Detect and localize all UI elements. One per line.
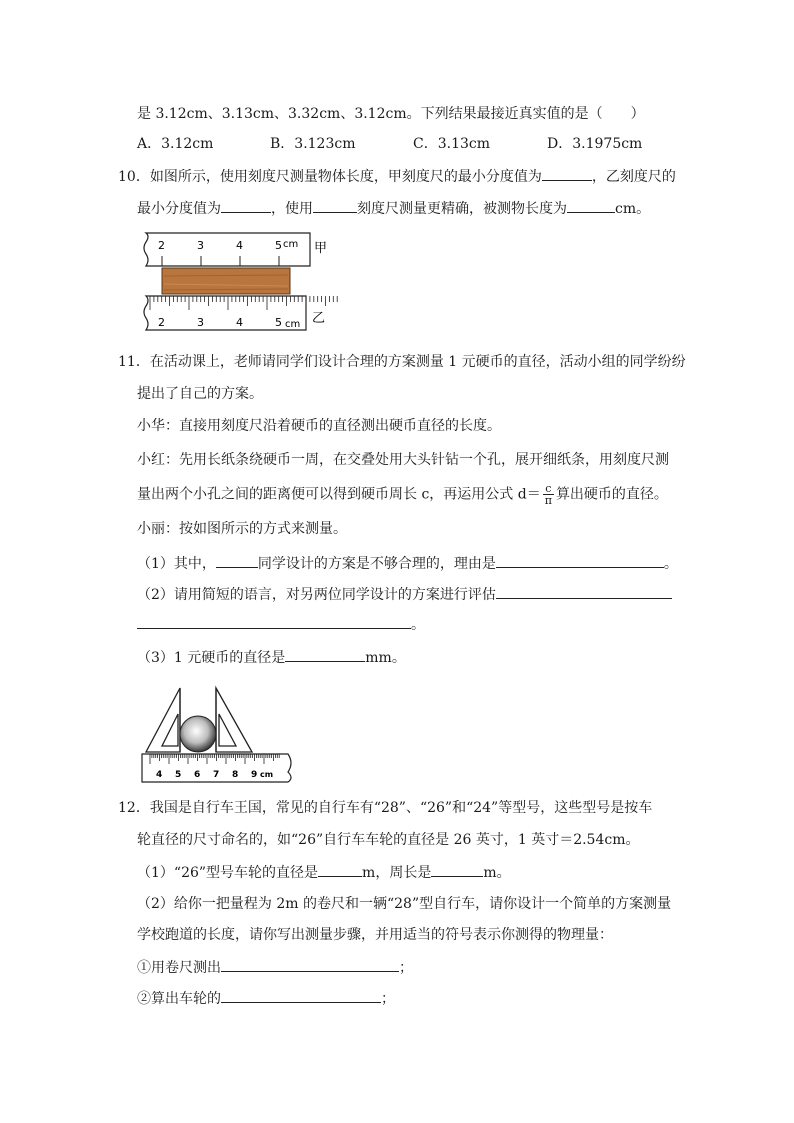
q10-line-2 (137, 198, 650, 219)
ruler-yi-unit: cm (285, 319, 301, 330)
q9-option-a[interactable] (137, 134, 213, 154)
option-key: B． (270, 136, 295, 152)
ruler-unit: cm (260, 770, 274, 779)
q12-text: m。 (483, 865, 511, 881)
answer-blank[interactable] (221, 988, 381, 1003)
q10-text: 最小分度值为 (137, 201, 221, 217)
q11-xiaohong-2 (137, 483, 668, 506)
q12-sub-2-line-2: 学校跑道的长度，请你写出测量步骤，并用适当的符号表示你测得的物理量： (137, 927, 613, 943)
q11-text: （1）其中， (137, 556, 216, 572)
coin (180, 716, 216, 752)
ruler-yi-tick-label: 2 (158, 316, 165, 329)
q11-xiaohua: 小华：直接用刻度尺沿着硬币的直径测出硬币直径的长度。 (137, 418, 501, 434)
fraction-numerator: c (543, 483, 554, 495)
answer-blank[interactable] (542, 166, 592, 181)
q11-sub-2-cont (137, 614, 425, 635)
q11-line-1 (118, 352, 686, 372)
ruler-tick-label: 7 (213, 770, 220, 780)
q9-option-d[interactable] (547, 134, 642, 154)
option-text: 3.13cm (437, 136, 491, 152)
q11-text: 。 (411, 617, 425, 633)
ruler-yi-label: 乙 (312, 311, 326, 326)
answer-blank[interactable] (221, 198, 271, 213)
ruler-tick-label: 6 (194, 770, 201, 780)
q12-sub-1 (137, 862, 511, 883)
ruler-tick-label: 9 (251, 770, 258, 780)
q12-text: 我国是自行车王国，常见的自行车有“28”、“26”和“24”等型号，这些型号是按车 (149, 800, 653, 816)
q11-text: （2）请用简短的语言，对另两位同学设计的方案进行评估 (137, 587, 496, 603)
answer-blank[interactable] (567, 198, 615, 213)
q12-sub-2-line-1: （2）给你一把量程为 2m 的卷尺和一辆“28”型自行车，请你设计一个简单的方案测量 (137, 896, 672, 912)
answer-blank[interactable] (221, 957, 399, 972)
q11-text: 在活动课上，老师请同学们设计合理的方案测量 1 元硬币的直径，活动小组的同学纷纷 (149, 354, 686, 370)
q12-line-1 (118, 798, 652, 818)
q11-sub-1 (137, 553, 678, 574)
q12-step-1 (137, 957, 413, 978)
ruler-yi-tick-label: 4 (236, 316, 243, 329)
q11-xiaoli: 小丽：按如图所示的方式来测量。 (137, 521, 347, 537)
right-triangle (216, 688, 252, 752)
q11-sub-2 (137, 584, 672, 605)
answer-blank[interactable] (496, 553, 664, 568)
formula-fraction (543, 483, 554, 506)
question-number: 12． (118, 800, 150, 816)
option-key: C． (413, 136, 438, 152)
ruler-tick-label: 8 (232, 770, 239, 780)
ruler-jia-tick-label: 3 (197, 239, 204, 252)
question-number: 10． (118, 169, 150, 185)
q12-text: （1）“26”型号车轮的直径是 (137, 865, 319, 881)
q12-text: ②算出车轮的 (137, 991, 221, 1007)
q12-text: ①用卷尺测出 (137, 960, 221, 976)
q12-text: ； (399, 960, 413, 976)
q10-text: ，乙刻度尺的 (591, 169, 676, 185)
q11-line-2: 提出了自己的方案。 (137, 386, 263, 402)
q11-text: mm。 (365, 650, 406, 666)
option-text: 3.123cm (294, 136, 356, 152)
q11-text: 算出硬币的直径。 (555, 486, 668, 503)
q9-option-b[interactable] (270, 134, 356, 154)
q10-line-1 (118, 166, 676, 187)
answer-blank[interactable] (431, 862, 483, 877)
q11-text: 量出两个小孔之间的距离便可以得到硬币周长 c，再运用公式 d＝ (137, 486, 541, 503)
ruler-jia-tick-label: 4 (236, 239, 243, 252)
q10-text: 刻度尺测量更精确，被测物长度为 (357, 201, 567, 217)
answer-blank[interactable] (216, 553, 258, 568)
ruler-yi-tick-label: 5 (275, 316, 282, 329)
q9-option-c[interactable] (413, 134, 490, 154)
left-triangle (146, 688, 180, 752)
ruler-jia-tick-label: 5 (275, 239, 282, 252)
ruler-jia-unit: cm (283, 239, 299, 250)
q11-text: 同学设计的方案是不够合理的，理由是 (257, 556, 496, 572)
ruler-tick-label: 4 (156, 770, 163, 780)
q9-continuation: 是 3.12cm、3.13cm、3.32cm、3.12cm。下列结果最接近真实值的是（ ） (137, 106, 645, 122)
q12-text: m，周长是 (362, 865, 432, 881)
answer-blank[interactable] (313, 198, 357, 213)
ruler-jia-tick-label: 2 (158, 239, 165, 252)
q11-coin-figure (140, 684, 300, 784)
option-text: 3.1975cm (572, 136, 643, 152)
ruler-tick-label: 5 (175, 770, 182, 780)
q10-text: cm。 (615, 201, 651, 217)
q12-line-2: 轮直径的尺寸命名的，如“26”自行车车轮的直径是 26 英寸，1 英寸＝2.54cm。 (137, 832, 640, 848)
ruler-yi-tick-label: 3 (197, 316, 204, 329)
ruler-jia-label: 甲 (314, 241, 328, 256)
fraction-denominator: π (544, 494, 552, 507)
q11-xiaohong-1: 小红：先用长纸条绕硬币一周，在交叠处用大头针钻一个孔，展开细纸条，用刻度尺测 (137, 452, 669, 468)
q12-text: ； (381, 991, 395, 1007)
question-number: 11． (118, 354, 150, 370)
option-key: A． (137, 136, 162, 152)
option-key: D． (547, 136, 573, 152)
answer-blank[interactable] (496, 584, 672, 599)
q11-text: （3）1 元硬币的直径是 (137, 650, 286, 666)
q12-step-2 (137, 988, 395, 1009)
option-text: 3.12cm (161, 136, 214, 152)
q10-text: ，使用 (271, 201, 313, 217)
q10-text: 如图所示，使用刻度尺测量物体长度，甲刻度尺的最小分度值为 (149, 169, 542, 185)
answer-blank[interactable] (285, 647, 365, 662)
answer-blank[interactable] (137, 614, 411, 629)
q11-text: 。 (663, 556, 678, 572)
answer-blank[interactable] (318, 862, 362, 877)
q10-ruler-figure (140, 230, 340, 336)
q11-sub-3 (137, 647, 406, 668)
